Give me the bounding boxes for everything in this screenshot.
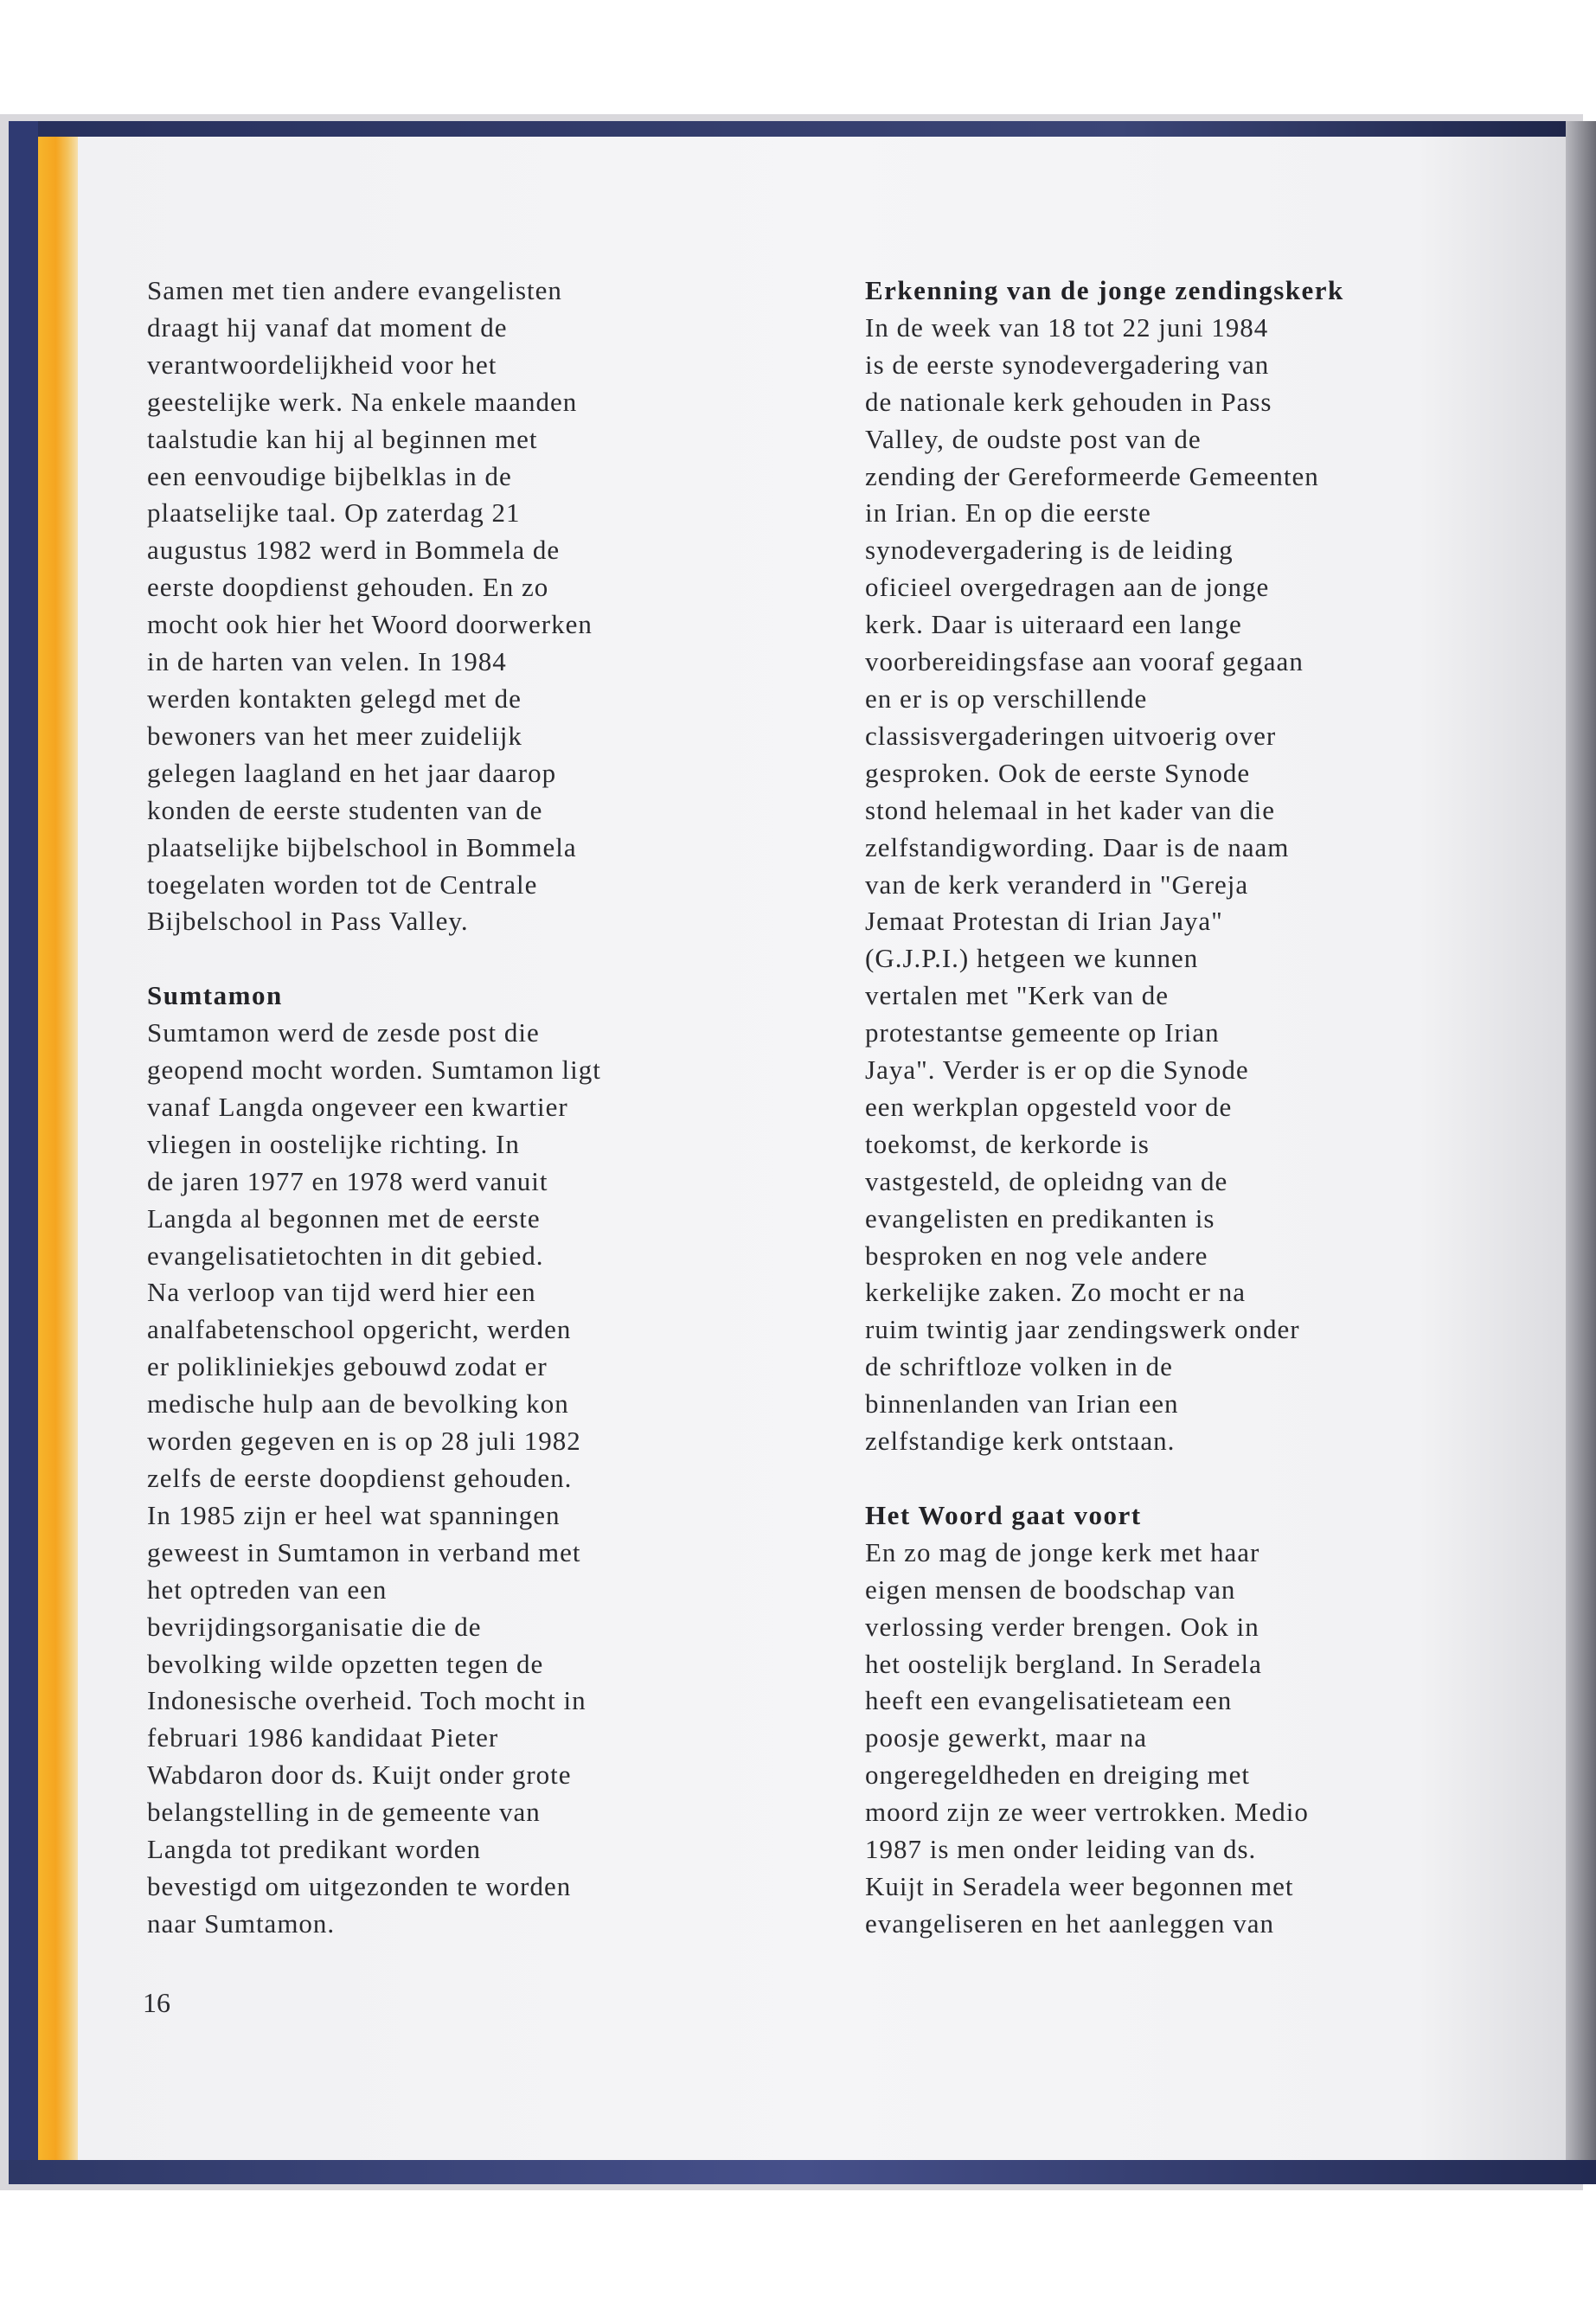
page-right-shadow (1566, 121, 1596, 2184)
left-paragraph-1: Samen met tien andere evangelisten draagt hij vanaf dat moment de verantwoordelijkheid voor het geestelijke werk. Na enkele maanden taalstudie kan hij al beginnen met een eenvoudige bijbelklas in de plaatselijke taal. Op zaterdag 21 augustus 1982 werd in Bommela de eerste doopdienst gehouden. En zo mocht ook hier het Woord doorwerken in de harten van velen. In 1984 werden kontakten gelegd met de bewoners van het meer zuidelijk gelegen laagland en het jaar daarop konden de eerste studenten van de plaatselijke bijbelschool in Bommela toegelaten worden tot de Centrale Bijbelschool in Pass Valley. (147, 275, 593, 937)
book-cover-bottom-edge (9, 2160, 1596, 2184)
left-text-column (147, 272, 804, 1943)
right-paragraph-1: In de week van 18 tot 22 juni 1984 is de eerste synodevergadering van de nationale kerk gehouden in Pass Valley, de oudste post van de zending der Gereformeerde Gemeenten in Irian. En op die eerste synodevergadering is de leiding oficieel overgedragen aan de jonge kerk. Daar is uiteraard een lange voorbereidingsfase aan vooraf gegaan en er is op verschillende classisvergaderingen uitvoerig over gesproken. Ook de eerste Synode stond helemaal in het kader van die zelfstandigwording. Daar is de naam van de kerk veranderd in "Gereja Jemaat Protestan di Irian Jaya" (G.J.P.I.) hetgeen we kunnen vertalen met "Kerk van de protestantse gemeente op Irian Jaya". Verder is er op die Synode een werkplan opgesteld voor de toekomst, de kerkorde is vastgesteld, de opleidng van de evangelisten en predikanten is besproken en nog vele andere kerkelijke zaken. Zo mocht er na ruim twintig jaar zendingswerk onder de schriftloze volken in de binnenlanden van Irian een zelfstandige kerk ontstaan. (865, 311, 1319, 1457)
left-paragraph-2: Sumtamon werd de zesde post die geopend mocht worden. Sumtamon ligt vanaf Langda ongeveer een kwartier vliegen in oostelijke richting. In de jaren 1977 en 1978 werd vanuit Langda al begonnen met de eerste evangelisatietochten in dit gebied. Na verloop van tijd werd hier een analfabetenschool opgericht, werden er polikliniekjes gebouwd zodat er medische hulp aan de bevolking kon worden gegeven en is op 28 juli 1982 zelfs de eerste doopdienst gehouden. In 1985 zijn er heel wat spanningen geweest in Sumtamon in verband met het optreden van een bevrijdingsorganisatie die de bevolking wilde opzetten tegen de Indonesische overheid. Toch mocht in februari 1986 kandidaat Pieter Wabdaron door ds. Kuijt onder grote belangstelling in de gemeente van Langda tot predikant worden bevestigd om uitgezonden te worden naar Sumtamon. (147, 1017, 601, 1939)
heading-woord-gaat-voort: Het Woord gaat voort (865, 1499, 1142, 1530)
book-cover-top-edge (9, 121, 1596, 137)
page-number: 16 (143, 1987, 170, 2018)
heading-sumtamon: Sumtamon (147, 980, 283, 1011)
paragraph-gap (865, 1460, 1522, 1497)
book-cover-left-edge (9, 121, 38, 2184)
right-text-column (865, 272, 1522, 1943)
paragraph-gap (147, 940, 804, 977)
yellow-margin-strip (38, 137, 78, 2160)
heading-erkenning: Erkenning van de jonge zendingskerk (865, 275, 1344, 305)
right-paragraph-2: En zo mag de jonge kerk met haar eigen mensen de boodschap van verlossing verder brengen. Ook in het oostelijk bergland. In Seradela heeft een evangelisatieteam een poosje gewerkt, maar na ongeregeldheden en dreiging met moord zijn ze weer vertrokken. Medio 1987 is men onder leiding van ds. Kuijt in Seradela weer begonnen met evangeliseren en het aanleggen van (865, 1536, 1309, 1939)
